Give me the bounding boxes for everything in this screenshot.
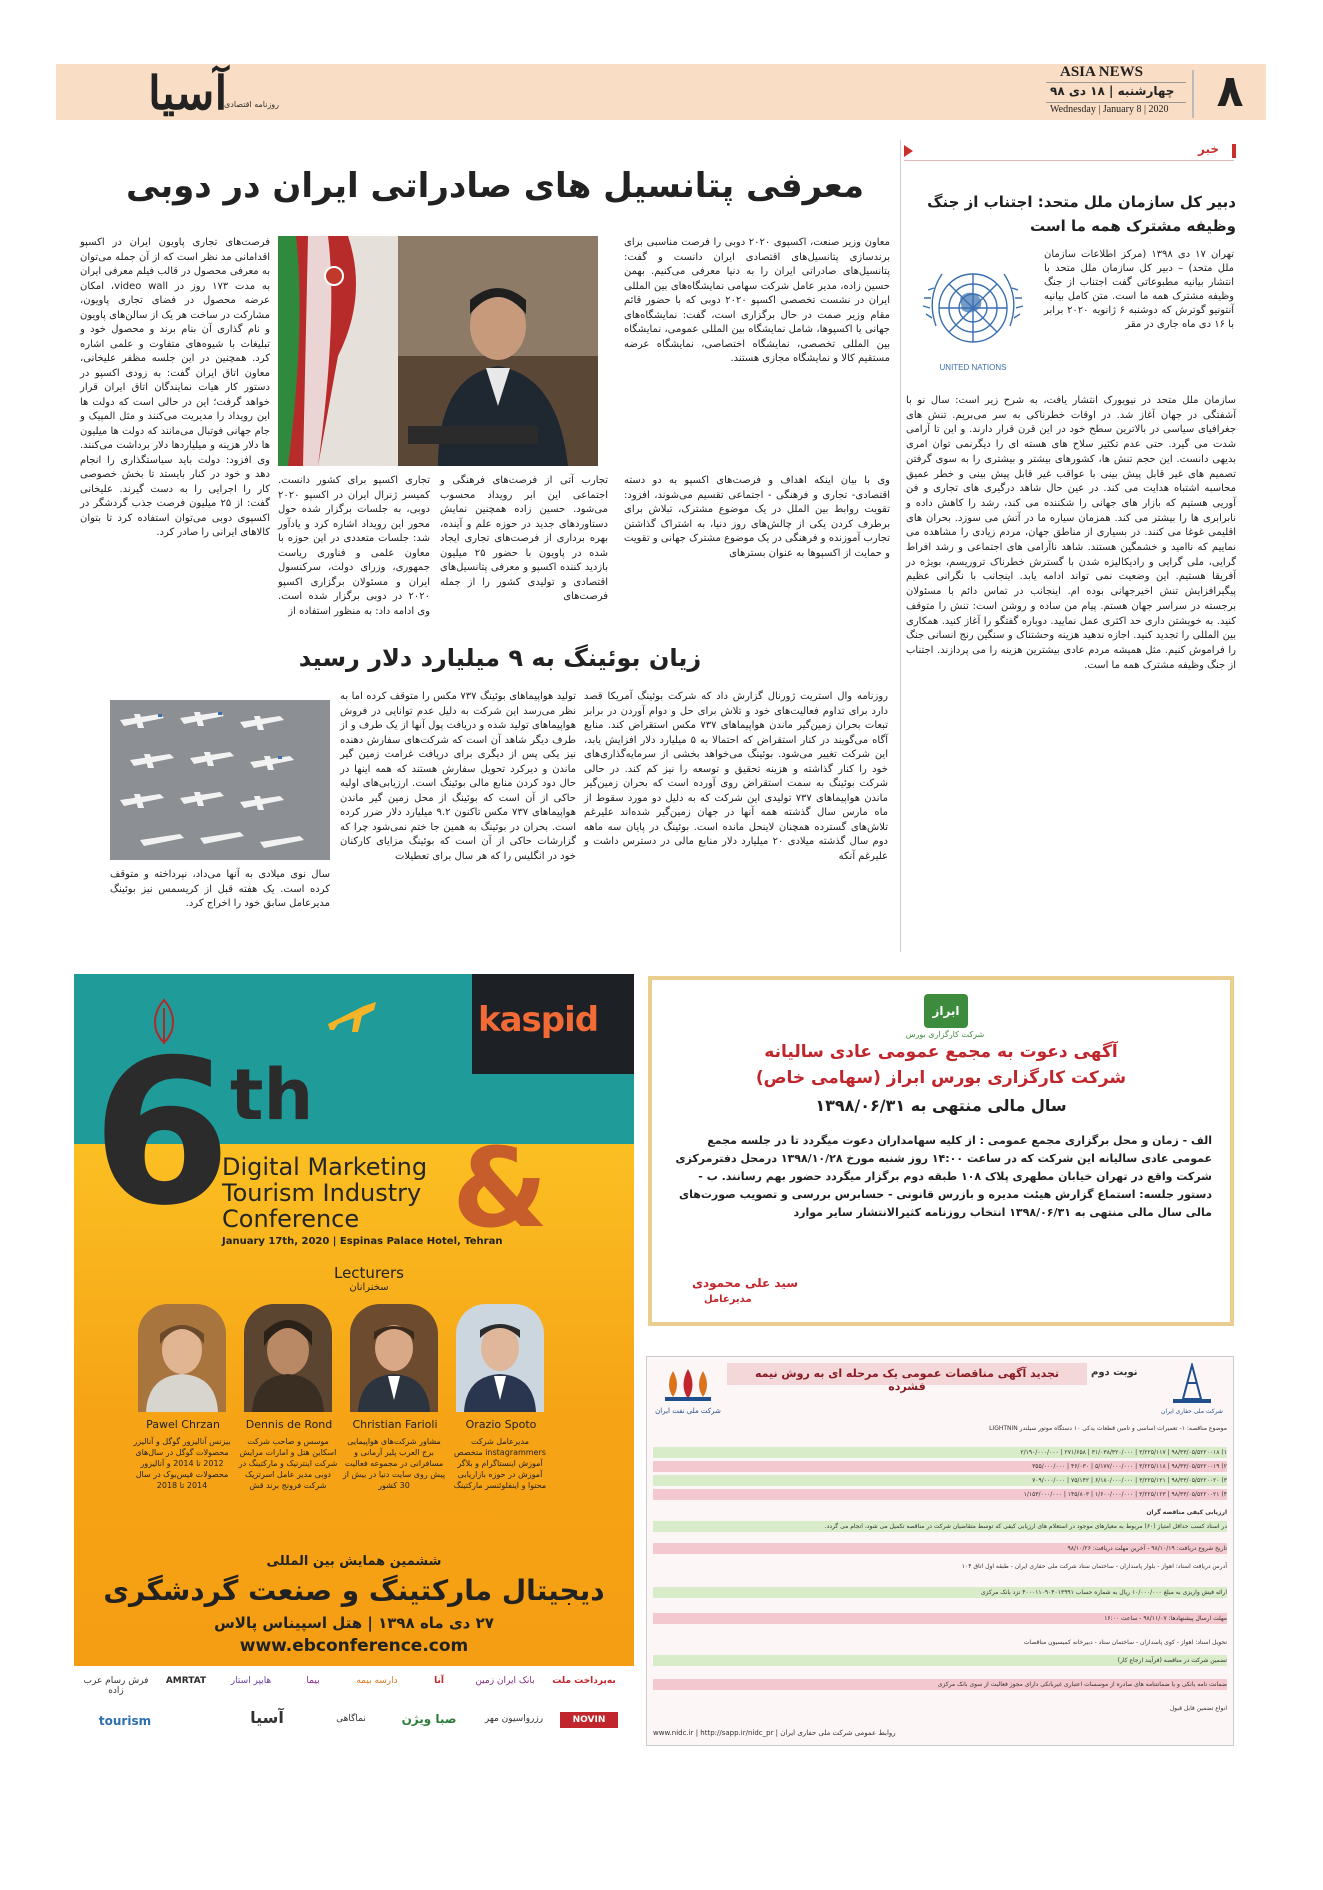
sponsor-logo: AMRTAT [165,1676,207,1686]
un-headline[interactable]: دبیر کل سازمان ملل متحد: اجتناب از جنگ وظیفه مشترک همه ما است [927,193,1236,235]
tender-row: موضوع مناقصه: ۱- تعمیرات اساسی و تامین قطعات یدکی ۱۰ دستگاه موتور سیلندر LIGHTNIN [989,1425,1227,1432]
tender-row: مهلت ارسال پیشنهادها: ۹۸/۱۱/۰۷ - ساعت ۱۶:۰۰ [653,1613,1227,1624]
conference-title-fa: دیجیتال مارکتینگ و صنعت گردشگری [103,1574,605,1607]
speaker-photo [456,1304,544,1412]
sponsor-logo: صبا ویژن [401,1712,457,1726]
date-english: Wednesday | January 8 | 2020 [1050,104,1169,115]
sponsor-logo: رزرواسیون مهر [484,1714,544,1724]
sponsor-logo: دارسه بیمه [356,1676,398,1686]
notice-body: الف - زمان و محل برگزاری مجمع عمومی : از کلیه سهامداران دعوت میگردد تا در جلسه مجمع عمومی عادی سالیانه این شرکت که در ساعت ۱۴:۰۰ روز شنبه مورخ ۱۳۹۸/۱۰/۲۸ درمحل دفترمرکزی شرکت واقع در تهران خیابان مطهری پلاک ۱۰۸ طبقه دوم برگزار میگردد حضور بهم رسانند. ب - دستور جلسه: استماع گزارش هیئت مدیره و بازرس قانونی - حسابرس بررسی و تصویب صورت‌های مالی سال مالی منتهی به ۱۳۹۸/۰۶/۳۱ انتخاب روزنامه کثیرالانتشار سایر موارد [675,1134,1212,1219]
lecturers-heading: Lecturers [333,1264,404,1282]
article-col-4: تجارب آتی از فرصت‌های فرهنگی و اجتماعی این ابر رویداد محسوب می‌شود. حسین زاده همچنین نمایش دستاوردهای جدید در حوزه علم و آینده، بهره برداری از فرصت‌های تجاری ایجاد شده در پاویون با حضور ۲۵ میلیون بازدید کننده اکسپو و معرفی پتانسیل‌های اقتصادی و تولیدی کشور را از جمله فرصت‌های [440,475,608,602]
un-emblem-icon [908,248,1038,378]
ibraz-logo-subtitle: شرکت کارگزاری بورس [905,1030,985,1039]
article-col-2: فرصت‌های تجاری پاویون ایران در اکسپو اقدامانی مد نظر است که از آن جمله می‌توان به معرفی محصول در قالب فیلم معرفی ایران به مدت ۱۷۳ روز در video wall، امکان عرضه محصول در فضای تجاری پاویون، مشارکت در ساخت هر یک از سالن‌های پاویون و نام گذاری آن بنام برند و محصول خود و تبلیغات با شیوه‌های متفاوت و علمی اشاره کرد. همچنین در این جلسه مظفر علیخانی، معاون اتاق ایران گفت: به زودی اکسپو در دستور کار هیات نمایندگان اتاق ایران قرار خواهد گرفت؛ این در حالی است که دولت ها این رویداد را مدیریت می‌کنند و مثل المپیک و جام جهانی فوتبال می‌مانند که دولت ها میلیون ها دلار هزینه و میلیاردها دلار برداشت می‌کنند. وی افزود: دولت باید سیاستگذاری را انجام دهد و خود در کنار بایستد تا بخش خصوصی کار را اجرایی را به دست گیرند. علیخانی گفت: از ۲۵ میلیون فرصت جذب گردشگر در اکسپوی دوبی می‌توان استفاده کرد تا بتوان کالاهای ایرانی را صادر کرد. [79,237,270,538]
sponsor-logo: فرش رسام عرب زاده [83,1676,149,1696]
nidc-tender-notice[interactable] [646,1356,1234,1746]
nioc-logo [653,1367,723,1417]
grounded-planes-photo [110,700,330,860]
nidc-logo [1157,1363,1227,1417]
speaker-bio: مشاور شرکت‌های هواپیمایی برج العرب پلیر آرمانی و مسافرانی در مجموعه فعالیت پیش روی سایت دنیا در بیش از 30 کشور [342,1437,446,1490]
conference-url[interactable]: www.ebconference.com [239,1636,469,1656]
speaker-name: Pawel Chrzan [146,1418,220,1431]
interview-photo [278,236,598,466]
title-line: Digital Marketing [222,1153,428,1181]
newspaper-tagline: روزنامه اقتصادی [224,100,280,109]
article-col-5: وی با بیان اینکه اهداف و فرصت‌های اکسپو به دو دسته اقتصادی- تجاری و فرهنگی - اجتماعی تقسیم می‌شوند، افزود: تقویت روابط بین الملل در یک موضوع مشترک، تبلاش برای برطرف کردن یکی از چالش‌های روز دنیا، به اشتراک گذاشتن تجارب آموزنده و فرهنگی در یک موضوع مشترک جهانی و تقویت و حمایت از اکسپوها به عنوان بسترهای [624,475,890,559]
newspaper-logo: آسیا [148,66,228,120]
sponsor-logo: به‌پرداخت ملت [552,1676,616,1686]
boeing-col-2: تولید هواپیماهای بوئینگ ۷۳۷ مکس را متوقف کرده اما به نظر می‌رسد این شرکت به دلیل عدم توانایی در فروش هواپیماهای تولید شده و دریافت پول آنها از یک طرف و از طرف دیگر شاهد آن است که شرکت‌های سفارش دهنده نیز یکی پس از دیگری برای دریافت غرامت زمین گیر ماندن و دیرکرد تحویل سفارش هستند که همه اینها در حال دود کردن منابع مالی بوئینگ است. ارزیابی‌های اولیه حاکی از آن است که بوئینگ از محل زمین گیر ماندن هواپیماهای ۷۳۷ مکس تاکنون ۹.۲ میلیارد دلار ضرر کرده است. بحران در بوئینگ به همین جا ختم نمی‌شود چرا که گزارشات حاکی از آن است که بوئینگ مزایای کارکنان خود در انگلیس را که هر سال برای تعطیلات [340,691,577,862]
sponsor-logo: بانک ایران زمین [475,1676,535,1686]
tender-row: تضمین شرکت در مناقصه (فرآیند ارجاع کار) [653,1655,1227,1666]
speaker-name: Dennis de Rond [245,1418,333,1431]
sponsor-logo: kaspid [478,1000,599,1040]
notice-signer: سید علی محمودی [692,1276,799,1290]
speaker-name: Orazio Spoto [465,1418,537,1431]
sponsor-logo: tourism [98,1714,152,1728]
edition-number: 6 [92,1017,232,1250]
tender-row: ۲) ۹۸/۳۳/۰۵/۵۲۲۰۰۱۹ | ۳/۲۲۵/۱۱۸ | ۵/۱۷۷/۰۰۰/۰۰۰ | ۴۶/۰۳۰ | ۳۵۵/۰۰۰/۰۰۰ [653,1461,1227,1472]
sponsor-logo: NOVIN [560,1712,618,1728]
article-headline-expo[interactable]: معرفی پتانسیل های صادراتی ایران در دوبی [125,166,865,206]
speaker-bio: مدیرعامل شرکت instagrammers متخصص آموزش اینستاگرام و بلاگر آموزش در حوزه بازاریابی محتوا و اینفلوئنسر مارکتینگ [453,1437,547,1490]
header-divider [1046,102,1186,103]
lecturers-heading-fa: سخنرانان [349,1282,389,1293]
section-label: خبر [1198,142,1220,156]
tender-round: نوبت دوم [1091,1367,1138,1378]
nidc-label: شرکت ملی حفاری ایران [1161,1408,1223,1415]
tender-row: تحویل اسناد: اهواز - کوی پاسداران - ساختمان ستاد - دبیرخانه کمیسیون مناقصات [1023,1639,1227,1646]
column-divider [900,140,901,952]
title-line: Tourism Industry [222,1179,422,1207]
sponsor-logo: هایپر استار [230,1676,272,1686]
tender-row: در اسناد کسب حداقل امتیاز (۶۰) مربوط به معیارهای موجود در استعلام های ارزیابی کیفی که توسط متقاضیان شرکت در مناقصه تکمیل می شود، انجام می گردد. [653,1521,1227,1532]
article-col-1: معاون وزیر صنعت، اکسپوی ۲۰۲۰ دوبی را فرصت مناسبی برای برندسازی پتانسیل‌های اقتصادی ایران دانست و گفت: پتانسیل‌های صادراتی ایران را به دنیا معرفی می‌کنیم. بهمن حسین زاده، مدیر عامل شرکت سهامی نمایشگاه‌های بین المللی ایران در نشست تخصصی اکسپو ۲۰۲۰ دوبی که با حضور قائم مقام وزیر صمت در حال برگزاری است، گفت: نمایشگاه‌های جهانی یا اکسپوها، شامل نمایشگاه بین المللی عمومی، نمایشگاه بین المللی تخصصی، نمایشگاه اختصاصی، نمایشگاه عرضه مستقیم کالا و نمایشگاه مجازی هستند. [624,237,890,364]
tender-row: ۳) ۹۸/۳۳/۰۵/۵۲۲۰۰۲۰ | ۳/۲۲۵/۱۲۱ | ۶/۱۸۰/۰۰۰/۰۰۰ | ۷۵/۱۴۲ | ۷۰۹/۰۰۰/۰۰۰ [653,1475,1227,1486]
page-number-divider [1192,70,1194,118]
speaker-photo [138,1304,226,1412]
speaker-name: Christian Farioli [352,1418,438,1431]
sponsor-logos-strip [74,1666,634,1746]
tender-row: ۴) ۹۸/۳۳/۰۵/۵۲۲۰۰۲۱ | ۳/۲۲۵/۱۲۳ | ۱/۶۰۰/۰۰۰/۰۰۰ | ۱۴۵/۸۰۳ | ۱/۱۵۳/۰۰۰/۰۰۰ [653,1489,1227,1500]
date-persian: چهارشنبه | ۱۸ دی ۹۸ [1050,84,1175,98]
tender-title: تجدید آگهی مناقصات عمومی یک مرحله ای به روش نیمه فشرده [754,1367,1060,1393]
un-label: UNITED NATIONS [939,363,1007,372]
title-line: Conference [222,1205,360,1233]
speaker-bio: بیزنس آنالیزور گوگل و آنالیزر محصولات گوگل در سال‌های 2012 تا 2014 و آنالیزور محصولات فیس‌بوک در سال 2014 تا 2018 [133,1437,231,1490]
notice-title: آگهی دعوت به مجمع عمومی عادی سالیانه [764,1042,1118,1062]
conference-venue-fa: ۲۷ دی ماه ۱۳۹۸ | هتل اسپیناس پالاس [214,1614,494,1632]
notice-fiscal-year: سال مالی منتهی به ۱۳۹۸/۰۶/۳۱ [815,1096,1067,1115]
un-article-body: سازمان ملل متحد در نیویورک انتشار یافت، به شرح زیر است: سال نو با آشفتگی در جهان آغاز شد. در اوقات خطرناکی به سر می‌بریم. تنش های جغرافیای سیاسی در بالاترین سطح خود در این قرن قرار دارند. و این تا آرامی شدت می گیرد. حتی عدم تکثیر سلاح های هسته ای را دیگرنمی توان امری بدیهی دانست. این حجم تنش ها، کشورهای بیشتر و بیشتری را به سوی گرفتن تصمیم های غیر قابل پیش بینی با عواقب غیر قابل پیش بینی و خطر عمیق محاسبه اشتباه هدایت می کند. در عین حال شاهد درگیری های تجاری و فن آوریی هستیم که بازار های جهانی را شکننده می کند، رشد را کاهش داده و نابرابری ها را بیشتر می کند. همزمان سیاره ما در آتش می سوزد. بحران های اقلیمی غوغا می کنند. در بسیاری از مناطق جهان، مردم زیادی را مشاهده می نماییم که ناامید و خشمگین هستند. شاهد ناآرامی های اجتماعی و رشد افراط گرایی، ملی گرایی و رادیکالیزه شدن با گسترش خطرناک تروریسم، بویژه در آفریقا هستیم. این وضعیت نمی تواند ادامه یابد. اینجانب با نگرانی عظیم پیگیرافزایش تنش اخیرجهانی بوده ام. اینجانب در تماس دائم با مسئولان برجسته در سراسر جهان هستم. پیام من ساده و روشن است: تنش را متوقف کنید. به خویشتن داری حد اکثری عمل نمایید. دوباره گفتگو را آغاز کنید. همکاری بین المللی را تجدید کنید. اجازه ندهید هزینه وحشتناک و سنگین رنج انسانی جنگ را فراموش کنیم. مثل همیشه مردم عادی بیشترین هزینه را می پردازند. اجتناب از جنگ وظیفه مشترک همه ما است. [906,395,1236,671]
airplane-icon [324,996,384,1040]
speaker-photo [350,1304,438,1412]
conference-ad[interactable] [74,974,634,1746]
header-divider [1046,82,1186,83]
page-number: ۸ [1216,66,1244,117]
section-bar [904,144,1234,161]
article-headline-boeing[interactable]: زیان بوئینگ به ۹ میلیارد دلار رسید [298,644,702,672]
sponsor-logo: نماگاهی [336,1714,366,1724]
section-marker [1232,144,1236,158]
speaker-photo [244,1304,332,1412]
edition-ordinal: th [230,1054,314,1136]
notice-signer-title: مدیرعامل [704,1294,752,1305]
sponsor-logo: آسیا [250,1708,284,1727]
speaker-bio: موسس و صاحب شرکت اسکاین هتل و امارات مرایش شرکت اینترنیک و مارکتینگ در دوبی مدیر عامل اسرتزیک شرکت فرونج برند قش [238,1437,338,1490]
ibraz-logo: ابراز [924,994,968,1028]
tender-row: ضمانت نامه بانکی و یا ضمانتنامه های صادره از موسسات اعتباری غیربانکی دارای مجوز فعالیت از سوی بانک مرکزی [653,1679,1227,1690]
ibraz-assembly-notice[interactable] [648,976,1234,1326]
boeing-col-3: سال نوی میلادی به آنها می‌داد، نپرداخته و متوقف کرده است. یک هفته قبل از کریسمس نیز بوئینگ مدیرعامل سابق خود را اخراج کرد. [110,869,330,909]
notice-company: شرکت کارگزاری بورس ابراز (سهامی خاص) [755,1068,1127,1088]
sponsor-logo: آنا [434,1676,444,1686]
tender-row: تاریخ شروع دریافت: ۹۸/۱۰/۱۹ - آخرین مهلت دریافت: ۹۸/۱۰/۲۶ [653,1543,1227,1554]
conference-date-en: January 17th, 2020 | Espinas Palace Hotel, Tehran [222,1236,503,1247]
conference-subtitle-fa: ششمین همایش بین المللی [266,1554,442,1569]
un-article-intro: تهران ۱۷ دی ۱۳۹۸ (مرکز اطلاعات سازمان ملل متحد) – دبیر کل سازمان ملل متحد با انتشار بیانیه مطبوعاتی گفت اجتناب از جنگ وظیفه مشترک همه ما است. متن کامل بیانیه آنتونیو گوترش که دوشنبه ۶ ژانویه ۲۰۲۰ برابر با ۱۶ دی ماه جاری در مقر [1044,249,1235,330]
tender-row: ارائه فیش واریزی به مبلغ ۱۰/۰۰۰/۰۰۰ ریال به شماره حساب ۴۰۰۰۱۱۰۹۰۴۰۱۳۹۹۱ نزد بانک مرکزی [653,1587,1227,1598]
tender-row: ۱) ۹۸/۳۳/۰۵/۵۲۲۰۰۱۸ | ۳/۲۲۵/۱۱۷ | ۳۱/۰۳۸/۳۲۰/۰۰۰ | ۲۷۱/۶۵۸ | ۲/۱۹۰/۰۰۰/۰۰۰ [653,1447,1227,1458]
ampersand: & [452,1124,548,1252]
conference-title-en [222,1154,482,1232]
tender-row: آدرس دریافت اسناد: اهواز - بلوار پاسداران - ساختمان ستاد شرکت ملی حفاری ایران - طبقه اول اتاق ۱۰۴ [961,1563,1227,1570]
tender-footer[interactable]: www.nidc.ir | http://sapp.ir/nidc_pr | روابط عمومی شرکت ملی حفاری ایران [653,1729,896,1737]
nioc-label: شرکت ملی نفت ایران [655,1407,721,1415]
tender-row: ارزیابی کیفی مناقصه گران [1146,1509,1227,1516]
article-col-3: تجاری اکسپو برای کشور دانست. کمیسر ژنرال ایران در اکسپو ۲۰۲۰ دوبی، به جلسات برگزار شده حول محور این رویداد اشاره کرد و یادآور شد: جلسات متعددی در این حوزه با معاون علمی و فناوری ریاست جمهوری، وزرای دولت، سرکنسول ایران و مسئولان برگزاری اکسپو ۲۰۲۰ در دوبی برگزار شده است. وی ادامه داد: به منظور استفاده از [278,475,430,617]
tender-row: انواع تضمین قابل قبول [1169,1705,1227,1712]
boeing-col-1: روزنامه وال استریت ژورنال گزارش داد که شرکت بوئینگ آمریکا قصد دارد برای تداوم فعالیت‌های خود و تلاش برای حل و دوام آوردن در برابر تبعات بحران زمین‌گیر ماندن هواپیماهای ۷۳۷ مکس استقراض کند. منابع آگاه می‌گویند در کنار استقراض که احتمالا به ۵ میلیارد دلار افزایش یابد، این شرکت تغییر می‌شود. بوئینگ می‌خواهد بخشی از سرمایه‌گذاری‌های خود را کنار گذاشته و هزینه تحقیق و توسعه را نیز کم کند. در حالی شرکت بوئینگ به سمت استقراض روی آورده است که بحران زمین‌گیر ماندن هواپیماهای ۷۳۷ تولیدی این شرکت که به دلیل دو مورد سقوط از ماه مارس سال گذشته همه آنها در جهان زمین‌گیر شده‌اند علیرغم تلاش‌های گسترده همچنان لاینحل مانده است. بوئینگ در پایان سه ماهه دوم سال گذشته میلادی ۲۰ میلیارد دلار منابع مالی در دسترس داشت و علیرغم آنکه [584,691,888,862]
brand-name-en: ASIA NEWS [1060,64,1143,80]
sponsor-logo: بیما [306,1676,320,1686]
play-triangle-icon [904,145,913,157]
